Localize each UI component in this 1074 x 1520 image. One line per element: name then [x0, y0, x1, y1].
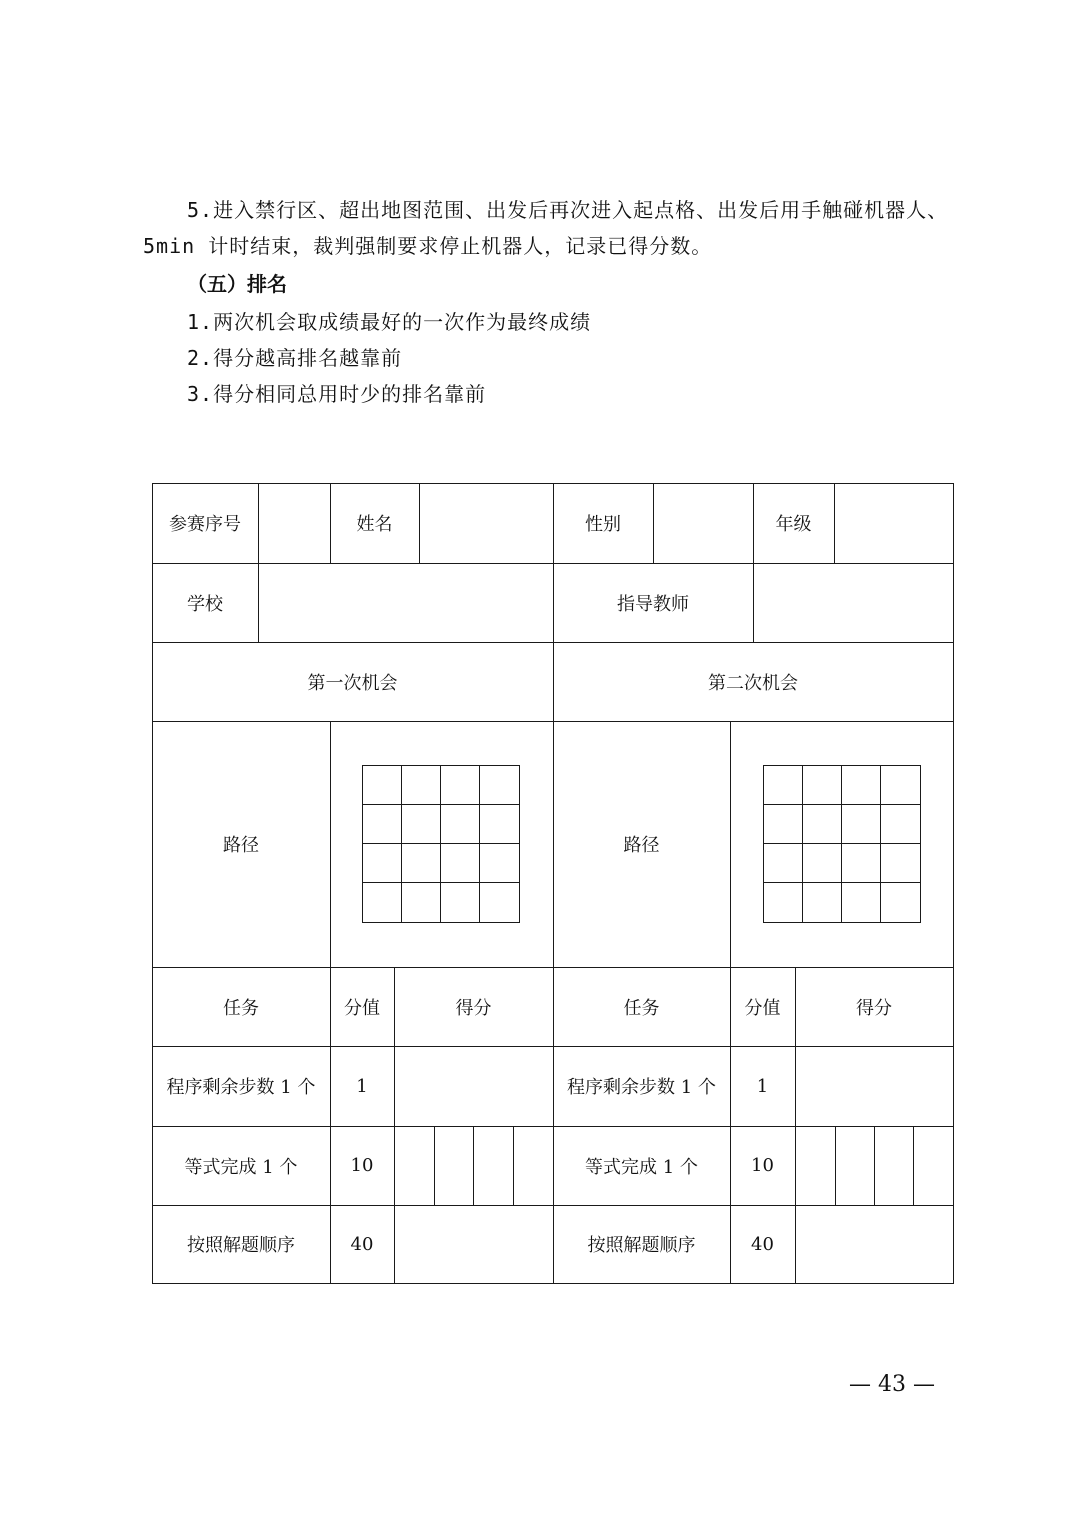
path-grid-first[interactable]: [362, 765, 520, 923]
gender-label: 性别: [585, 514, 621, 535]
task-equation-first: 等式完成 1 个: [184, 1156, 298, 1178]
school-label: 学校: [187, 593, 223, 615]
task-order-first: 按照解题顺序: [187, 1235, 295, 1256]
entry-number-label: 参赛序号: [169, 514, 241, 535]
page-number: — 43 —: [849, 1372, 935, 1397]
name-value[interactable]: [419, 483, 553, 563]
task-equation-second: 等式完成 1 个: [585, 1156, 698, 1178]
points-header-first: 分值: [344, 997, 380, 1019]
score-remaining-steps-second[interactable]: [795, 1046, 953, 1126]
grade-label: 年级: [775, 514, 812, 535]
gender-value[interactable]: [653, 483, 753, 563]
grid-line: [473, 1126, 474, 1205]
rule-5-paragraph: 5.进入禁行区、超出地图范围、出发后再次进入起点格、出发后用手触碰机器人、5min 计时结束，裁判强制要求停止机器人，记录已得分数。: [143, 198, 949, 258]
entry-number-value[interactable]: [258, 483, 330, 563]
second-chance-heading: 第二次机会: [708, 672, 798, 694]
teacher-label: 指导教师: [617, 593, 689, 615]
grid-line: [874, 1126, 875, 1205]
points-remaining-steps-second: 1: [756, 1075, 769, 1097]
points-order-second: 40: [751, 1233, 774, 1255]
path-grid-second[interactable]: [763, 765, 921, 923]
task-header-first: 任务: [223, 997, 259, 1019]
task-remaining-steps-first: 程序剩余步数 1 个: [166, 1077, 316, 1098]
score-order-second[interactable]: [795, 1205, 953, 1283]
points-remaining-steps-first: 1: [356, 1075, 368, 1097]
school-value[interactable]: [258, 563, 553, 642]
task-order-second: 按照解题顺序: [587, 1235, 696, 1256]
ranking-rule-3: 3.得分相同总用时少的排名靠前: [187, 382, 487, 406]
grid-line: [434, 1126, 435, 1205]
first-chance-heading: 第一次机会: [307, 672, 398, 694]
grid-line: [913, 1126, 914, 1205]
grid-line: [835, 1126, 836, 1205]
task-header-second: 任务: [623, 997, 660, 1019]
path-label-second: 路径: [623, 835, 660, 856]
points-equation-second: 10: [751, 1155, 774, 1176]
teacher-value[interactable]: [753, 563, 953, 642]
task-remaining-steps-second: 程序剩余步数 1 个: [567, 1077, 716, 1098]
name-label: 姓名: [356, 514, 393, 535]
points-header-second: 分值: [744, 997, 781, 1019]
points-equation-first: 10: [350, 1155, 374, 1176]
score-header-second: 得分: [856, 997, 892, 1019]
ranking-rule-1: 1.两次机会取成绩最好的一次作为最终成绩: [187, 310, 592, 334]
score-order-first[interactable]: [394, 1205, 553, 1283]
grid-line: [953, 483, 954, 1284]
section-heading: （五）排名: [187, 272, 287, 296]
path-label-first: 路径: [223, 835, 259, 856]
grade-value[interactable]: [834, 483, 953, 563]
ranking-rule-2: 2.得分越高排名越靠前: [187, 346, 403, 370]
score-header-first: 得分: [455, 997, 492, 1019]
points-order-first: 40: [350, 1233, 374, 1255]
score-sheet-form: [152, 483, 954, 1284]
grid-line: [513, 1126, 514, 1205]
score-remaining-steps-first[interactable]: [394, 1046, 553, 1126]
